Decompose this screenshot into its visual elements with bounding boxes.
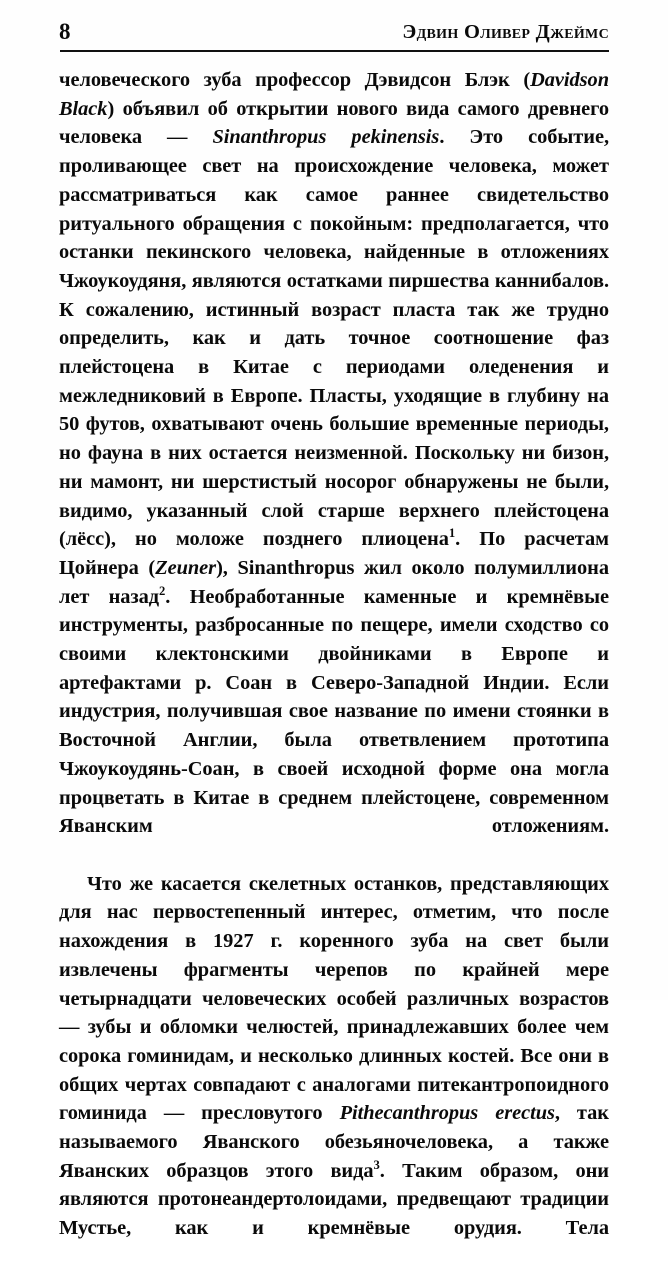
latin-italic-term: Pithecanthropus erectus <box>339 1102 555 1125</box>
footnote-marker: 2 <box>159 583 166 598</box>
header-divider <box>60 50 609 52</box>
running-title: Эдвин Оливер Джеймс <box>402 21 609 43</box>
latin-italic-term: Davidson Black <box>59 69 609 120</box>
latin-italic-term: Sinanthropus pekinensis <box>212 126 440 149</box>
latin-term: Sinanthropus <box>237 556 355 579</box>
paragraph-2: Что же касается скелетных останков, представляющих для нас первостепенный интерес, отметим, что после нахождения в 1927 г. коренного зуба на свет были извлечены фрагменты черепов по крайней мере четырнадцати человеческих особей различных возрастов — зубы и обломки челюстей, принадлежавших более чем сорока гоминидам, и несколько длинных костей. Все они в общих чертах совпадают с аналогами питекантропоидного гоминида — пресловутого Pithecanthropus erectus, так называемого Яванского обезьяночеловека, а также Яванских образцов этого вида$^3$. Таким образом, они являются протонеандертолоидами, предвещают традиции Мустье, как и кремнёвые орудия. Тела <box>59 872 609 1240</box>
body-text-column <box>59 66 609 1272</box>
footnote-marker: 3 <box>373 1157 380 1172</box>
latin-italic-term: Zeuner <box>155 556 217 579</box>
page-number: 8 <box>59 19 71 44</box>
footnote-marker: 1 <box>448 526 456 541</box>
paragraph-1: человеческого зуба профессор Дэвидсон Блэк (Davidson Black) объявил об открытии нового вида самого древнего человека — Sinanthropus pekinensis. Это событие, проливающее свет на происхождение человека, может рассматриваться как самое раннее свидетельство ритуального обращения с покойным: предполагается, что останки пекинского человека, найденные в отложениях Чжоукоудяня, являются остатками пиршества каннибалов. К сожалению, истинный возраст пласта так же трудно определить, как и дать точное соотношение фаз плейстоцена в Китае с периодами оледенения и межледниковий в Европе. Пласты, уходящие в глубину на 50 футов, охватывают очень большие временные периоды, но фауна в них остается неизменной. Поскольку ни бизон, ни мамонт, ни шерстистый носорог обнаружены не были, видимо, указанный слой старше верхнего плейстоцена (лёсс), но моложе позднего плиоцена$^1$. По расчетам Цойнера (Zeuner), Sinanthropus жил около полумиллиона лет назад$^2$. Необработанные каменные и кремнёвые инструменты, разбросанные по пещере, имели сходство со своими клектонскими двойниками в Европе и артефактами р. Соан в Северо-Западной Индии. Если индустрия, получившая свое название по имени стоянки в Восточной Англии, была ответвлением прототипа Чжоукоудянь-Соан, в своей исходной форме она могла процветать в Китае в среднем плейстоцене, современном Яванским отложениям. <box>59 69 610 838</box>
running-head <box>59 18 609 52</box>
